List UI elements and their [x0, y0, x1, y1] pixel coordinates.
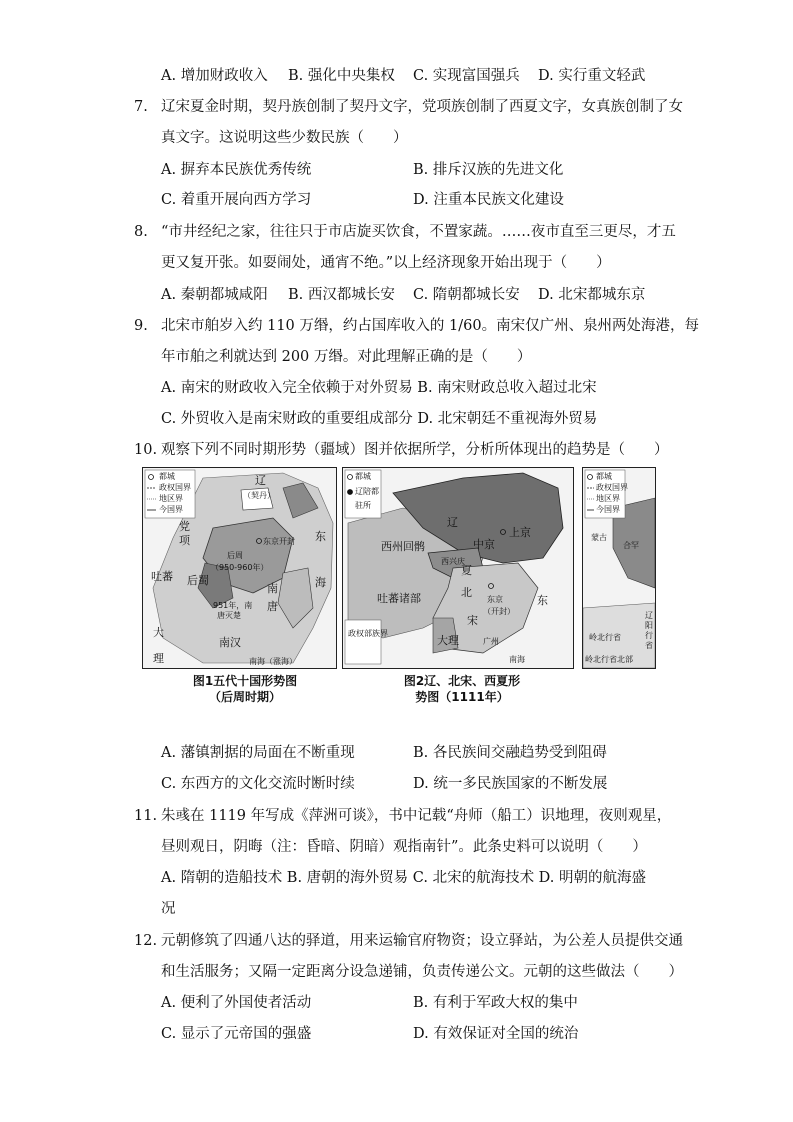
q10-option-d: D. 统一多民族国家的不断发展: [413, 776, 608, 792]
q12-number: 12.: [134, 933, 158, 949]
map1-caption-line1: 图1五代十国形势图: [192, 674, 298, 688]
map3-yuan-partial: [582, 467, 656, 669]
q7-option-d: D. 注重本民族文化建设: [413, 192, 564, 208]
map3-legend-capital: 都城: [596, 472, 612, 481]
q7-stem-line1: 辽宋夏金时期，契丹族创制了契丹文字，党项族创制了西夏文字，女真族创制了女: [161, 99, 683, 115]
q10-option-a: A. 藩镇割据的局面在不断重现: [161, 745, 355, 761]
map1-label-951-2: 唐灭楚: [217, 611, 241, 620]
map2-label-nanhai: 南海: [509, 655, 525, 664]
map2-label-tubo: 吐蕃诸部: [377, 592, 421, 605]
map1-label-nan: 南: [267, 582, 278, 595]
q9-number: 9.: [134, 318, 148, 334]
q10-number: 10.: [134, 442, 158, 458]
map3-label-yang: 阳: [645, 621, 653, 630]
q10-stem: 观察下列不同时期形势（疆域）图并依据所学，分析所体现出的趋势是（ ）: [161, 442, 669, 458]
map1-legend-region: 地区界: [159, 494, 183, 503]
map3-legend-modern: 今国界: [596, 505, 620, 514]
map3-label-xing: 行: [645, 631, 653, 640]
q12-stem-line2: 和生活服务；又隔一定距离分设急递铺，负责传递公文。元朝的这些做法（ ）: [161, 964, 683, 980]
map1-label-liao: 辽: [255, 474, 266, 487]
q10-option-c: C. 东西方的文化交流时断时续: [161, 776, 355, 792]
map1-legend-capital: 都城: [159, 472, 175, 481]
map2-label-guangzhou: 广州: [483, 637, 499, 646]
map2-label-xingqing: 西兴庆: [441, 557, 465, 566]
map3-label-hehan: 合罕: [623, 541, 639, 550]
map3-label-lingbei: 岭北行省: [589, 633, 621, 642]
map3-label-lingbei-north: 岭北行省北部: [585, 655, 633, 664]
map2-legend-station: 驻所: [355, 501, 371, 510]
q12-option-d: D. 有效保证对全国的统治: [413, 1026, 579, 1042]
map2-label-shangjing: 上京: [509, 526, 531, 539]
q7-option-c: C. 着重开展向西方学习: [161, 192, 312, 208]
q11-number: 11.: [134, 808, 158, 824]
map1-label-houzhou: 后周: [227, 551, 243, 560]
q9-stem-line2: 年市舶之利就达到 200 万缗。对此理解正确的是（ ）: [161, 349, 532, 365]
map2-legend-subcapital: 辽陪都: [355, 487, 379, 496]
map1-label-kaifeng: 东京开封: [263, 537, 295, 546]
q12-option-a: A. 便利了外国使者活动: [161, 995, 312, 1011]
q12-option-c: C. 显示了元帝国的强盛: [161, 1026, 312, 1042]
q8-option-c: C. 隋朝都城长安: [413, 287, 520, 303]
map2-legend-boundary: 政权部族界: [348, 629, 388, 638]
map3-label-sheng: 省: [645, 641, 653, 650]
q8-option-a: A. 秦朝都城咸阳: [161, 287, 268, 303]
map1-label-951-1: 951年，南: [213, 601, 253, 610]
q7-option-a: A. 摒弃本民族优秀传统: [161, 162, 312, 178]
map2-label-xizhou: 西州回鹘: [381, 540, 425, 553]
map2-label-xia: 夏: [461, 564, 472, 577]
map1-label-da: 大: [153, 626, 164, 639]
map2-label-liao: 辽: [447, 516, 458, 529]
map2-liao-song-xia: [342, 467, 574, 669]
q11-stem-line1: 朱彧在 1119 年写成《萍洲可谈》，书中记载“舟师（船工）识地理，夜则观星，: [161, 808, 672, 824]
map2-caption-line1: 图2辽、北宋、西夏形: [403, 674, 521, 688]
map2-caption-line2: 势图（1111年）: [415, 690, 509, 704]
map1-label-houzhou-years: （950-960年）: [211, 563, 269, 572]
q6-option-c: C. 实现富国强兵: [413, 68, 520, 84]
q8-stem-line2: 更又复开张。如耍闹处，通宵不绝。”以上经济现象开始出现于（ ）: [161, 255, 611, 271]
q8-number: 8.: [134, 224, 148, 240]
map2-legend-capital: 都城: [355, 472, 371, 481]
q11-options: A. 隋朝的造船技术 B. 唐朝的海外贸易 C. 北宋的航海技术 D. 明朝的航海盛: [161, 870, 647, 886]
map2-label-dong: 东: [537, 594, 548, 607]
q7-stem-line2: 真文字。这说明这些少数民族（ ）: [161, 130, 408, 146]
q9-option-ab: A. 南宋的财政收入完全依赖于对外贸易 B. 南宋财政总收入超过北宋: [161, 380, 597, 396]
map1-label-tang: 唐: [267, 600, 278, 613]
map3-legend-border: 政权国界: [596, 483, 628, 492]
q11-options-wrap: 况: [161, 901, 176, 917]
map2-label-kaifeng: （开封）: [483, 607, 515, 616]
map1-legend-border: 政权国界: [159, 483, 191, 492]
map2-label-dali: 大理: [437, 634, 459, 647]
map1-caption-line2: （后周时期）: [208, 690, 281, 704]
map2-label-dongjing: 东京: [487, 595, 503, 604]
map1-label-houshu: 后蜀: [187, 574, 209, 587]
q6-option-a: A. 增加财政收入: [161, 68, 268, 84]
q6-option-b: B. 强化中央集权: [288, 68, 395, 84]
map1-label-li: 理: [153, 652, 164, 665]
q12-stem-line1: 元朝修筑了四通八达的驿道，用来运输官府物资；设立驿站，为公差人员提供交通: [161, 933, 683, 949]
map1-label-hai: 海: [315, 576, 326, 589]
map1-five-dynasties: [142, 467, 337, 669]
map3-legend-region: 地区界: [596, 494, 620, 503]
q11-stem-line2: 昼则观日，阴晦（注：昏暗、阴暗）观指南针”。此条史料可以说明（ ）: [161, 839, 647, 855]
map2-label-zhongjing: 中京: [473, 538, 495, 551]
q7-number: 7.: [134, 99, 148, 115]
q9-stem-line1: 北宋市舶岁入约 110 万缗，约占国库收入的 1/60。南宋仅广州、泉州两处海港，每: [161, 318, 700, 334]
map1-label-dang: 党: [179, 520, 190, 533]
map2-label-bei: 北: [461, 586, 472, 599]
map3-label-liao: 辽: [645, 611, 653, 620]
map1-label-nanhan: 南汉: [219, 636, 241, 649]
q8-option-d: D. 北宋都城东京: [538, 287, 646, 303]
map1-label-dong: 东: [315, 530, 326, 543]
map3-label-menggu: 蒙古: [591, 533, 607, 542]
q7-option-b: B. 排斥汉族的先进文化: [413, 162, 564, 178]
q10-maps: [142, 467, 656, 669]
q9-option-cd: C. 外贸收入是南宋财政的重要组成部分 D. 北宋朝廷不重视海外贸易: [161, 411, 598, 427]
map1-label-khitan: （契丹）: [243, 491, 275, 500]
map1-legend-modern: 今国界: [159, 505, 183, 514]
map1-label-xiang: 项: [179, 534, 190, 547]
q8-option-b: B. 西汉都城长安: [288, 287, 395, 303]
map1-label-tubo: 吐蕃: [151, 570, 173, 583]
q6-option-d: D. 实行重文轻武: [538, 68, 646, 84]
q8-stem-line1: “市井经纪之家，往往只于市店旋买饮食，不置家蔬。……夜市直至三更尽，才五: [161, 224, 676, 240]
q12-option-b: B. 有利于军政大权的集中: [413, 995, 578, 1011]
q10-option-b: B. 各民族间交融趋势受到阻碍: [413, 745, 607, 761]
map2-label-song: 宋: [467, 614, 478, 627]
map1-label-nanhai: 南海（涨海）: [249, 657, 297, 666]
